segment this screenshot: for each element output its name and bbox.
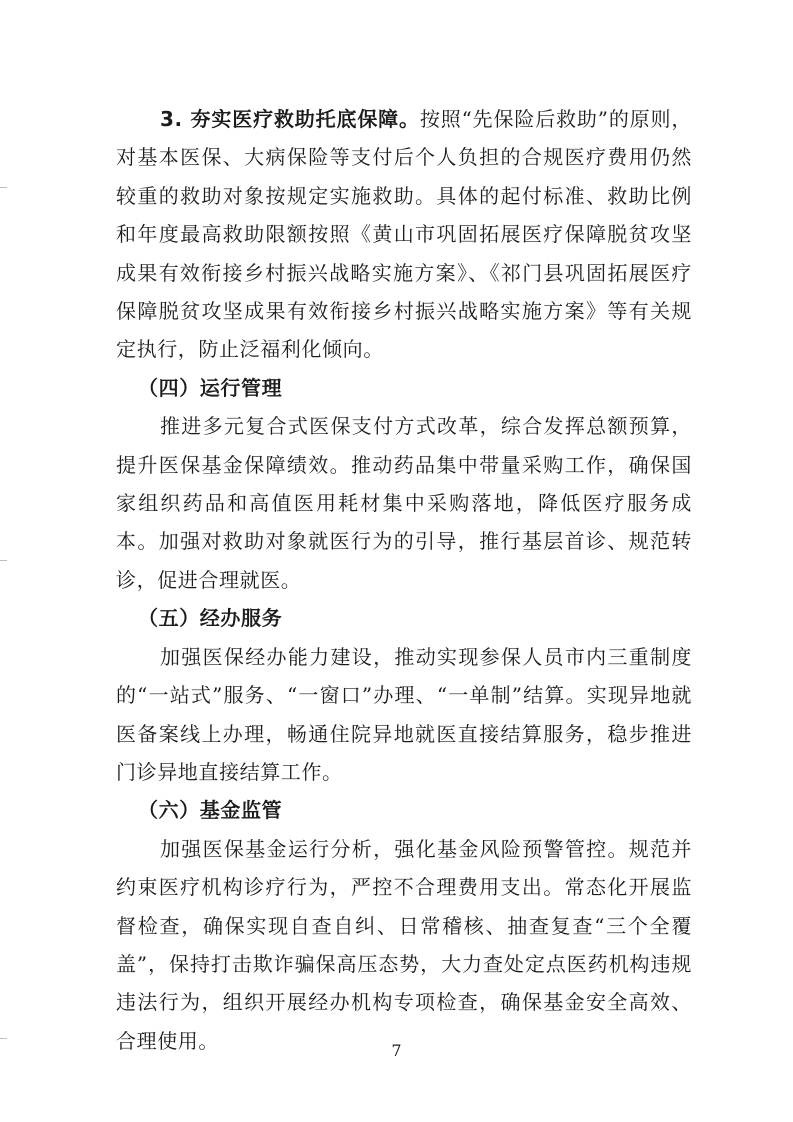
item-paragraph [116,100,692,369]
body-paragraph: 加强医保经办能力建设，推动实现参保人员市内三重制度的“一站式”服务、“一窗口”办理、“一单制”结算。实现异地就医备案线上办理，畅通住院异地就医直接结算服务，稳步推进门诊异地直接结算工作。 [116,644,692,784]
item-text: 按照“先保险后救助”的原则，对基本医保、大病保险等支付后个人负担的合规医疗费用仍然较重的救助对象按规定实施救助。具体的起付标准、救助比例和年度最高救助限额按照《黄山市巩固拓展医疗保障脱贫攻坚成果有效衔接乡村振兴战略实施方案》、《祁门县巩固拓展医疗保障脱贫攻坚成果有效衔接乡村振兴战略实施方案》等有关规定执行，防止泛福利化倾向。 [116,107,692,362]
section-heading: （四）运行管理 [138,375,283,400]
scan-edge-mark [0,560,7,561]
section-heading: （六）基金监管 [138,798,283,823]
document-body [116,100,692,1060]
body-paragraph: 加强医保基金运行分析，强化基金风险预警管控。规范并约束医疗机构诊疗行为，严控不合理费用支出。常态化开展监督检查，确保实现自查自纠、日常稽核、抽查复查“三个全覆盖”，保持打击欺诈骗保高压态势，大力查处定点医药机构违规违法行为，组织开展经办机构专项检查，确保基金安全高效、合理使用。 [116,836,692,1053]
item-lead: 3. 夯实医疗救助托底保障。 [160,107,420,131]
body-paragraph: 推进多元复合式医保支付方式改革，综合发挥总额预算，提升医保基金保障绩效。推动药品集中带量采购工作，确保国家组织药品和高值医用耗材集中采购落地，降低医疗服务成本。加强对救助对象就医行为的引导，推行基层首诊、规范转诊，促进合理就医。 [116,414,692,592]
page-number: 7 [391,1041,402,1060]
scan-edge-mark [0,187,7,188]
section-heading: （五）经办服务 [138,606,283,631]
scan-edge-mark [0,1038,7,1039]
